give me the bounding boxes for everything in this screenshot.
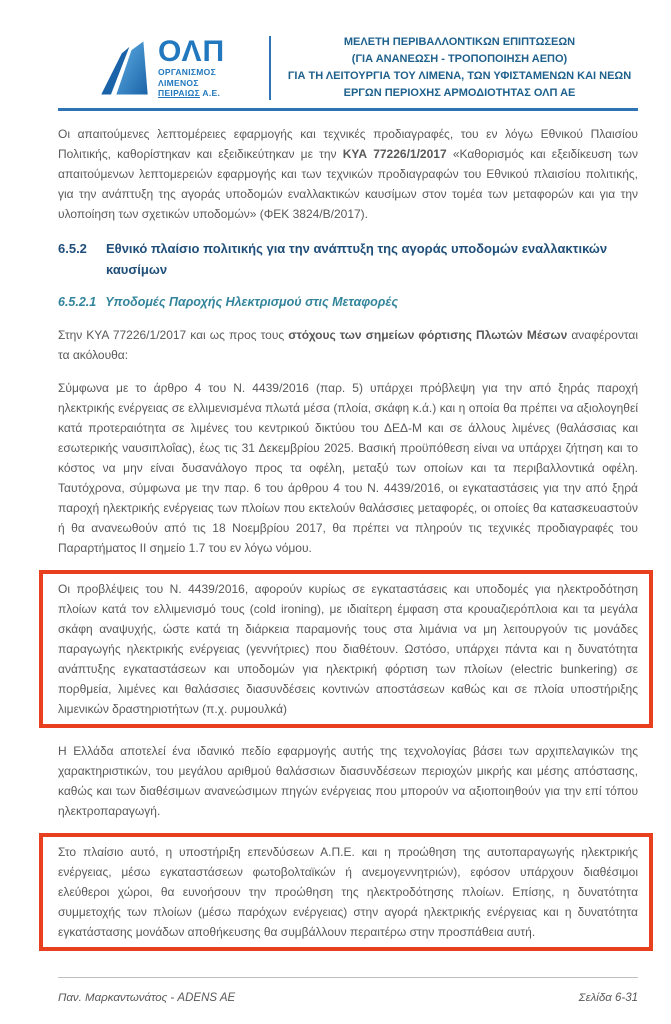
highlight-box-2-text: Στο πλαίσιο αυτό, η υποστήριξη επενδύσεων Α.Π.Ε. και η προώθηση της αυτοπαραγωγής ηλεκτρικής ενέργειας, μέσω εγκαταστάσεων φωτοβολταϊκών ή ανεμογεννητριών), εφόσον υπάρχουν διαθέσιμοι ελεύθεροι χώροι, θα ευνοήσουν την προώθηση της ηλεκτροδότησης πλοίων. Επίσης, η δυνατότητα συμμετοχής των πλοίων (μέσω παρόχων ενέργειας) στην αγορά ηλεκτρικής ενέργειας και η δυνατότητα εγκατάστασης μονάδων αποθήκευσης θα συμβάλλουν περαιτέρω στην προσπάθεια αυτή. [58, 845, 638, 939]
footer-page-number: Σελίδα 6-31 [578, 992, 638, 1004]
document-title [281, 34, 638, 102]
highlight-box-2 [39, 833, 653, 951]
logo-acronym: ΟΛΠ [158, 35, 226, 69]
subsection-heading [58, 293, 638, 312]
title-line-3: ΓΙΑ ΤΗ ΛΕΙΤΟΥΡΓΙΑ ΤΟΥ ΛΙΜΕΝΑ, ΤΩΝ ΥΦΙΣΤΑΜΕΝΩΝ ΚΑΙ ΝΕΩΝ [287, 70, 632, 82]
highlight-box-1-text: Οι προβλέψεις του Ν. 4439/2016, αφορούν κυρίως σε εγκαταστάσεις και υποδομές για ηλεκτροδότηση πλοίων κατά τον ελλιμενισμό τους (cold ironing), με ιδιαίτερη έμφαση στα κρουαζιερόπλοια και τα μεγάλα σκάφη αναψυχής, ώστε κατά τη διάρκεια παραμονής τους στα λιμάνια να μη λειτουργούν τις μονάδες παραγωγής ηλεκτρικής ενέργειας (γεννήτριες) που διαθέτουν. Ωστόσο, υπάρχει πάντα και η δυνατότητα ανάπτυξης εγκαταστάσεων και υποδομών για ηλεκτρική φόρτιση των πλοίων (electric bunkering) σε πορθμεία, λιμένες και θαλάσσιες διασυνδέσεις κοντινών αποστάσεων καθώς και σε πλοία υποστήριξης λιμενικών δραστηριοτήτων (π.χ. ρυμουλκά) [58, 582, 638, 716]
section-heading [58, 238, 638, 280]
title-line-2: (ΓΙΑ ΑΝΑΝΕΩΣΗ - ΤΡΟΠΟΠΟΙΗΣΗ ΑΕΠΟ) [351, 53, 568, 65]
document-body [0, 124, 671, 951]
intro-paragraph: Στην ΚΥΑ 77226/1/2017 και ως προς τους στόχους των σημείων φόρτισης Πλωτών Μέσων αναφέρονται τα ακόλουθα: [58, 328, 638, 362]
header-vertical-divider [269, 36, 271, 100]
logo-org-line3: ΠΕΙΡΑΙΩΣ Α.Ε. [158, 88, 221, 99]
header-rule [58, 108, 638, 111]
olp-logo [98, 34, 255, 102]
law-paragraph: Σύμφωνα με το άρθρο 4 του Ν. 4439/2016 (παρ. 5) υπάρχει πρόβλεψη για την από ξηράς παροχή ηλεκτρικής ενέργειας σε ελλιμενισμένα πλωτά μέσα (πλοία, σκάφη κ.ά.) και η οποία θα πρέπει να αξιολογηθεί κατά προτεραιότητα σε λιμένες του κεντρικού δικτύου του ΔΕΔ-Μ και σε άλλους λιμένες (θαλάσσιας και εσωτερικής ναυσιπλοΐας), έως τις 31 Δεκεμβρίου 2025. Βασική προϋπόθεση είναι να υπάρχει ζήτηση και το κόστος να μην είναι δυσανάλογο προς τα οφέλη, μεταξύ των οποίων και τα περιβαλλοντικά οφέλη. Ταυτόχρονα, σύμφωνα με την παρ. 6 του άρθρου 4 του Ν. 4439/2016, οι εγκαταστάσεις για την από ξηρά παροχή ηλεκτρικής ενέργειας των πλοίων που εκτελούν θαλάσσιες μεταφορές, οι οποίες θα κατασκευαστούν ή θα ανανεωθούν από τις 18 Νοεμβρίου 2017, θα πρέπει να πληρούν τις τεχνικές προδιαγραφές του Παραρτήματος ΙΙ σημείο 1.7 του εν λόγω νόμου. [58, 381, 638, 555]
sail-logo-icon [98, 37, 152, 99]
title-line-4: ΕΡΓΩΝ ΠΕΡΙΟΧΗΣ ΑΡΜΟΔΙΟΤΗΤΑΣ ΟΛΠ ΑΕ [343, 87, 576, 99]
section-title: Εθνικό πλαίσιο πολιτικής για την ανάπτυξη της αγοράς υποδομών εναλλακτικών καυσίμων [106, 241, 608, 277]
logo-org-line2: ΛΙΜΕΝΟΣ [158, 77, 199, 88]
section-number: 6.5.2 [58, 241, 87, 256]
subsection-title: Υποδομές Παροχής Ηλεκτρισμού στις Μεταφορές [105, 295, 398, 309]
kya-paragraph: Οι απαιτούμενες λεπτομέρειες εφαρμογής και τεχνικές προδιαγραφές, του εν λόγω Εθνικού Πλαισίου Πολιτικής, καθορίστηκαν και εξειδικεύτηκαν με την ΚΥΑ 77226/1/2017 «Καθορισμός και εξειδίκευση των απαιτούμενων λεπτομερειών εφαρμογής και των τεχνικών προδιαγραφών του Εθνικού πλαισίου πολιτικής, για την ανάπτυξη της αγοράς υποδομών εναλλακτικών καυσίμων στον τομέα των μεταφορών και για την υλοποίηση των σχετικών υποδομών» (ΦΕΚ 3824/Β/2017). [58, 127, 638, 221]
page-footer [58, 977, 638, 1004]
page-header [0, 0, 671, 102]
logo-text [158, 37, 225, 99]
title-line-1: ΜΕΛΕΤΗ ΠΕΡΙΒΑΛΛΟΝΤΙΚΩΝ ΕΠΙΠΤΩΣΕΩΝ [343, 36, 576, 48]
subsection-number: 6.5.2.1 [58, 295, 97, 309]
footer-author: Παν. Μαρκαντωνάτος - ADENS AE [58, 992, 236, 1004]
greece-paragraph: Η Ελλάδα αποτελεί ένα ιδανικό πεδίο εφαρμογής αυτής της τεχνολογίας βάσει των αρχιπελαγικών της χαρακτηριστικών, του μεγάλου αριθμού θαλάσσιων διασυνδέσεων περιοχών μικρής και μέσης απόστασης, καθώς και των διαθέσιμων ανανεώσιμων πηγών ενέργειας που μπορούν να αξιοποιηθούν για την επί τόπου ηλεκτροπαραγωγή. [58, 744, 638, 818]
logo-org-line1: ΟΡΓΑΝΙΣΜΟΣ [158, 67, 216, 78]
highlight-box-1 [39, 570, 653, 728]
